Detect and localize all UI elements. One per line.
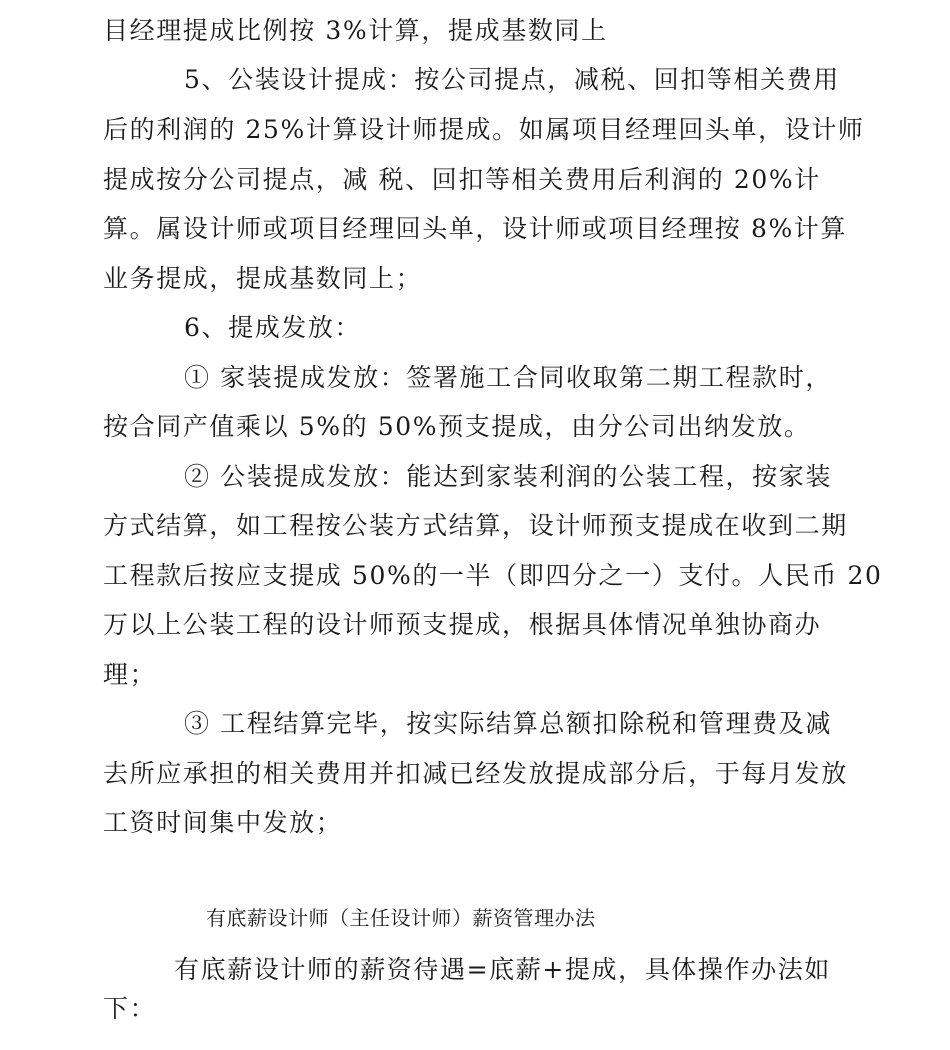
paragraph-line: 工程款后按应支提成 50%的一半（即四分之一）支付。人民币 20: [103, 561, 883, 590]
paragraph-line: 万以上公装工程的设计师预支提成，根据具体情况单独协商办: [103, 610, 822, 639]
paragraph-line: 后的利润的 25%计算设计师提成。如属项目经理回头单，设计师: [103, 115, 865, 144]
section-heading: 有底薪设计师（主任设计师）薪资管理办法: [206, 906, 596, 930]
paragraph-line: 下：: [103, 994, 157, 1023]
paragraph-line: 业务提成，提成基数同上；: [103, 264, 423, 293]
paragraph-line: 算。属设计师或项目经理回头单，设计师或项目经理按 8%计算: [103, 214, 848, 243]
paragraph-line: 目经理提成比例按 3%计算，提成基数同上: [103, 16, 608, 45]
paragraph-line: 按合同产值乘以 5%的 50%预支提成，由分公司出纳发放。: [103, 412, 811, 441]
paragraph-line: 5、公装设计提成：按公司提点，减税、回扣等相关费用: [184, 65, 840, 94]
paragraph-line: 去所应承担的相关费用并扣减已经发放提成部分后，于每月发放: [103, 759, 848, 788]
paragraph-line: 有底薪设计师的薪资待遇=底薪+提成，具体操作办法如: [174, 955, 831, 984]
paragraph-line: 理；: [103, 660, 157, 689]
paragraph-line: ① 家装提成发放：签署施工合同收取第二期工程款时，: [184, 363, 832, 392]
paragraph-line: 提成按分公司提点，减 税、回扣等相关费用后利润的 20%计: [103, 165, 821, 194]
paragraph-line: 6、提成发放：: [184, 313, 362, 342]
paragraph-line: 工资时间集中发放；: [103, 808, 343, 837]
paragraph-line: ③ 工程结算完毕，按实际结算总额扣除税和管理费及减: [184, 709, 832, 738]
paragraph-line: 方式结算，如工程按公装方式结算，设计师预支提成在收到二期: [103, 511, 848, 540]
paragraph-line: ② 公装提成发放：能达到家装利润的公装工程，按家装: [184, 462, 832, 491]
